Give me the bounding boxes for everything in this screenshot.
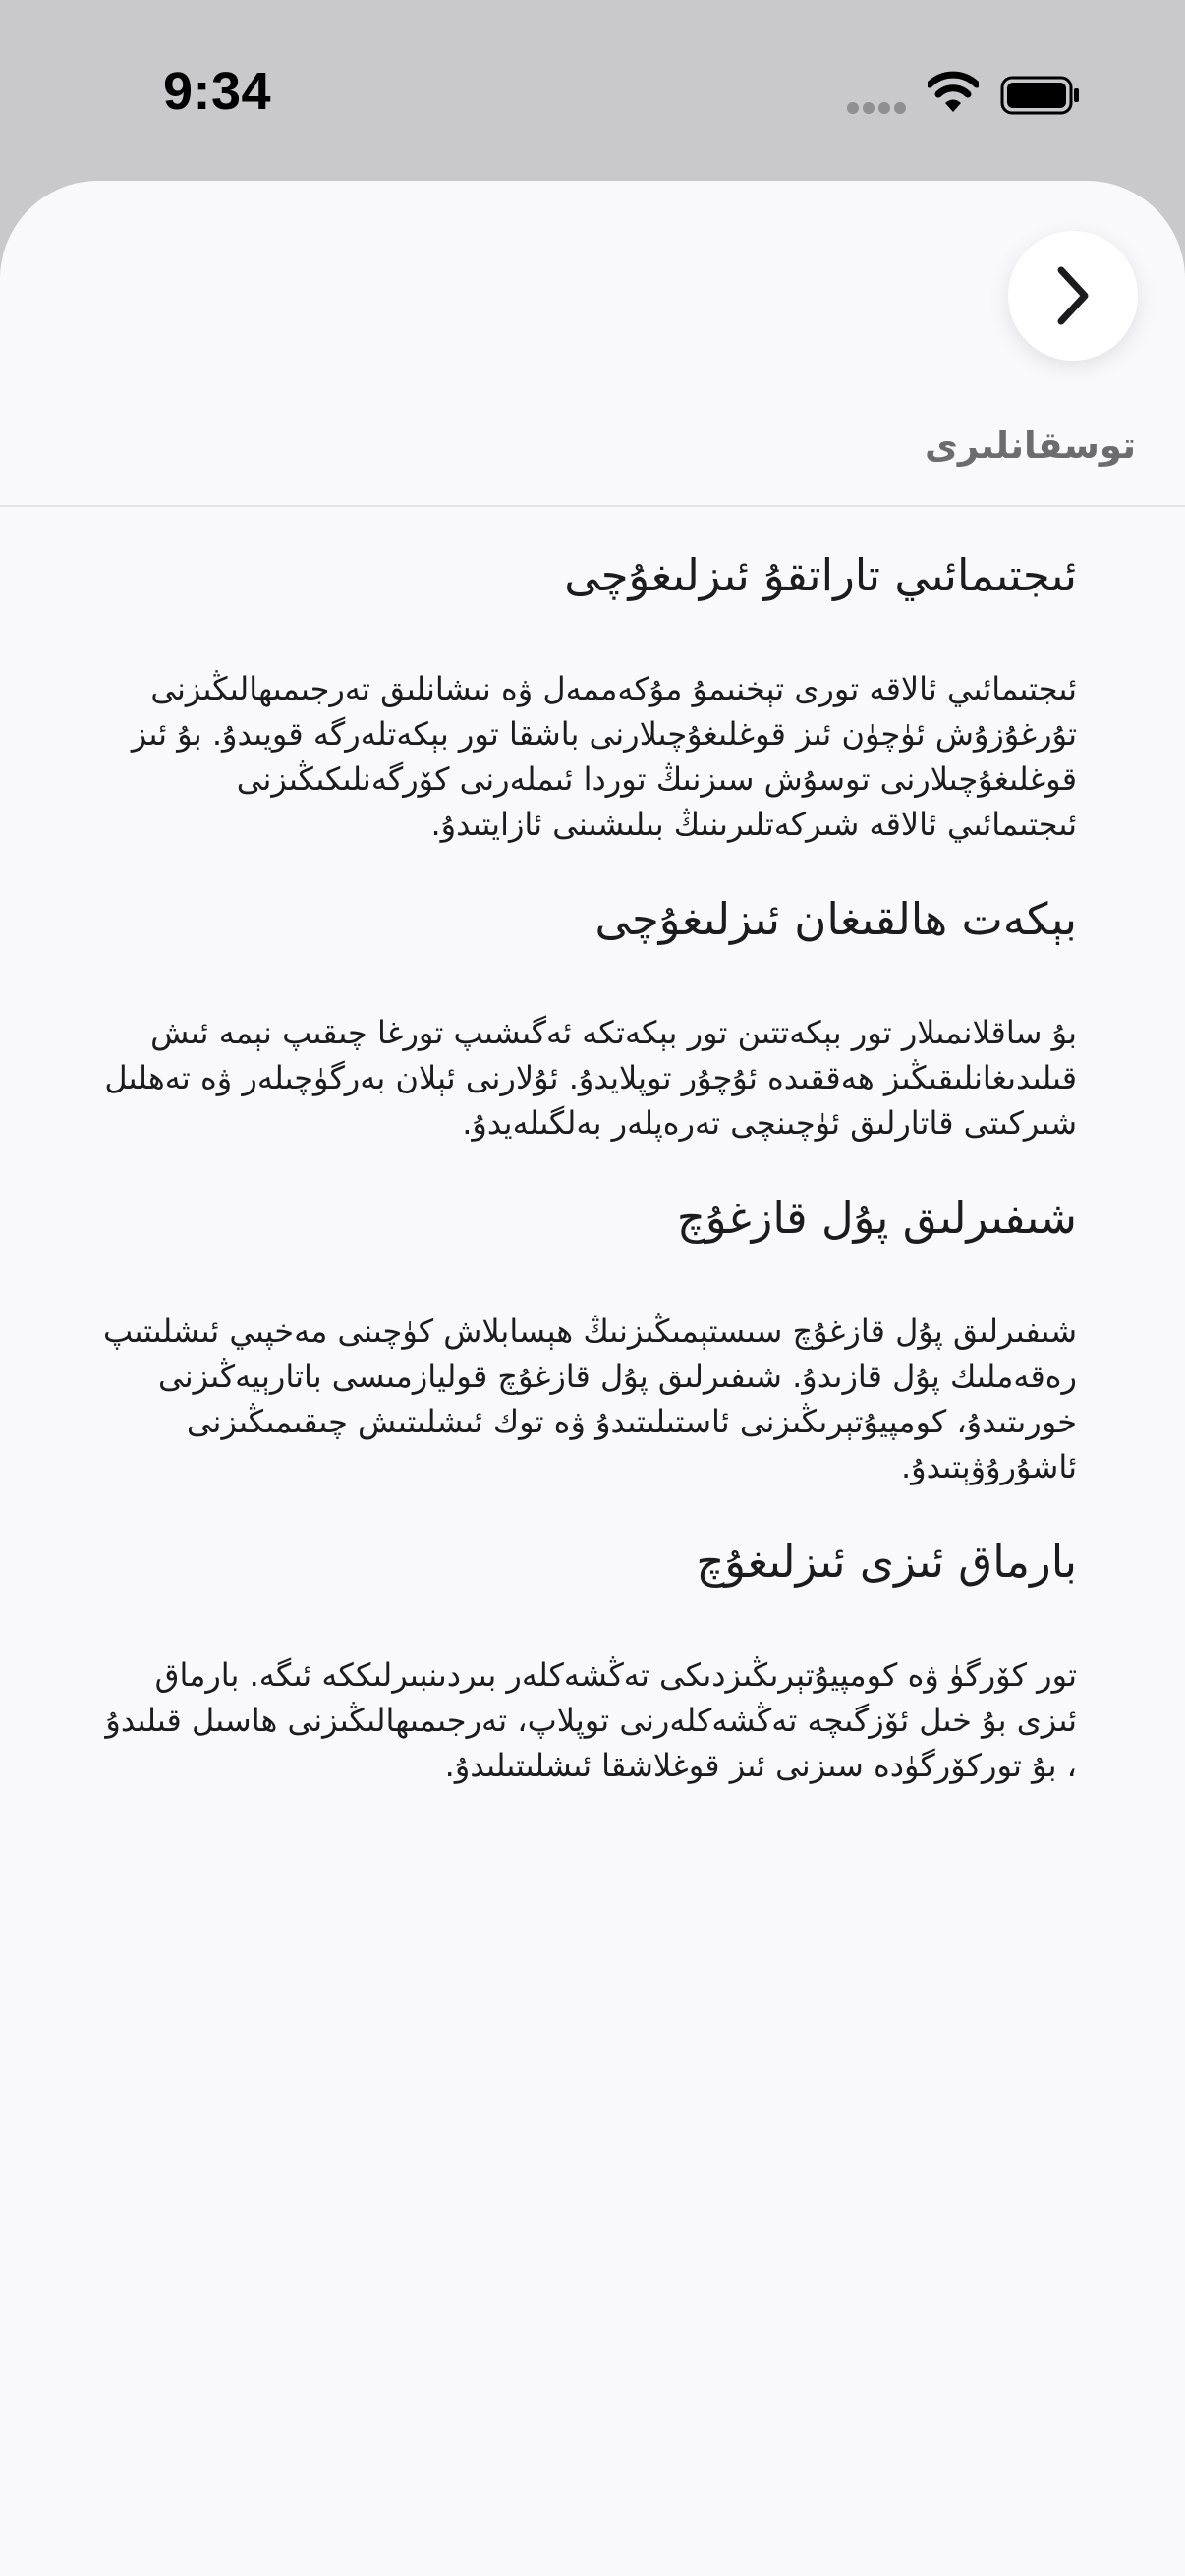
section-cross-site-tracker xyxy=(98,888,1077,1146)
section-title: ئىجتىمائىي تاراتقۇ ئىزلىغۇچى xyxy=(564,549,1077,601)
next-button[interactable] xyxy=(1008,231,1138,361)
status-time: 9:34 xyxy=(163,62,272,121)
section-social-tracker xyxy=(98,544,1077,847)
status-bar xyxy=(0,0,1185,187)
section-body: شىفىرلىق پۇل قازغۇچ سىستېمىڭىزنىڭ ھېسابلاش كۈچىنى مەخپىي ئىشلىتىپ رەقەملىك پۇل قازىدۇ. شىفىرلىق پۇل قازغۇچ قوليازمىسى باتارېيەڭىزنى خورىتىدۇ، كومپيۇتېرىڭىزنى ئاستىلىتىدۇ ۋە توك ئىشلىتىش چىقىمىڭىزنى ئاشۇرۇۋېتىدۇ. xyxy=(103,1313,1077,1485)
section-body: بۇ ساقلانمىلار تور بېكەتتىن تور بېكەتكە ئەگىشىپ تورغا چىقىپ نېمە ئىش قىلىدىغانلىقىڭىز ھەققىدە ئۇچۇر توپلايدۇ. ئۇلارنى ئېلان بەرگۈچىلەر ۋە تەھلىل شىركىتى قاتارلىق ئۈچىنچى تەرەپلەر بەلگىلەيدۇ. xyxy=(104,1014,1077,1142)
divider xyxy=(0,505,1185,507)
section-cryptominer xyxy=(98,1187,1077,1489)
section-title: بېكەت ھالقىغان ئىزلىغۇچى xyxy=(594,893,1077,945)
section-title: بارماق ئىزى ئىزلىغۇچ xyxy=(696,1536,1077,1588)
section-body: تور كۆرگۈ ۋە كومپيۇتېرىڭىزدىكى تەڭشەكلەر بىردىنبىرلىككە ئىگە. بارماق ئىزى بۇ خىل ئۆزگىچە تەڭشەكلەرنى توپلاپ، تەرجىمىھالىڭىزنى ھاسىل قىلىدۇ ، بۇ توركۆرگۈدە سىزنى ئىز قوغلاشقا ئىشلىتىلىدۇ. xyxy=(105,1656,1077,1784)
cellular-signal-icon xyxy=(847,102,908,116)
content xyxy=(98,544,1077,1829)
wifi-icon xyxy=(928,71,979,114)
chevron-right-icon xyxy=(1051,264,1095,327)
page-title: توسقانلىرى xyxy=(924,424,1136,467)
battery-icon xyxy=(1000,76,1081,115)
section-title: شىفىرلىق پۇل قازغۇچ xyxy=(676,1192,1077,1244)
sheet xyxy=(0,181,1185,2576)
section-fingerprinter xyxy=(98,1531,1077,1788)
section-body: ئىجتىمائىي ئالاقە تورى تېخنىمۇ مۇكەممەل ۋە نىشانلىق تەرجىمىھالىڭىزنى تۇرغۇزۇش ئۈچۈن ئىز قوغلىغۇچىلارنى باشقا تور بېكەتلەرگە قويىدۇ. بۇ ئىز قوغلىغۇچىلارنى توسۇش سىزنىڭ توردا ئىملەرنى كۆرگەنلىكىڭىزنى ئىجتىمائىي ئالاقە شىركەتلىرىنىڭ بىلىشىنى ئازايتىدۇ. xyxy=(131,670,1077,843)
